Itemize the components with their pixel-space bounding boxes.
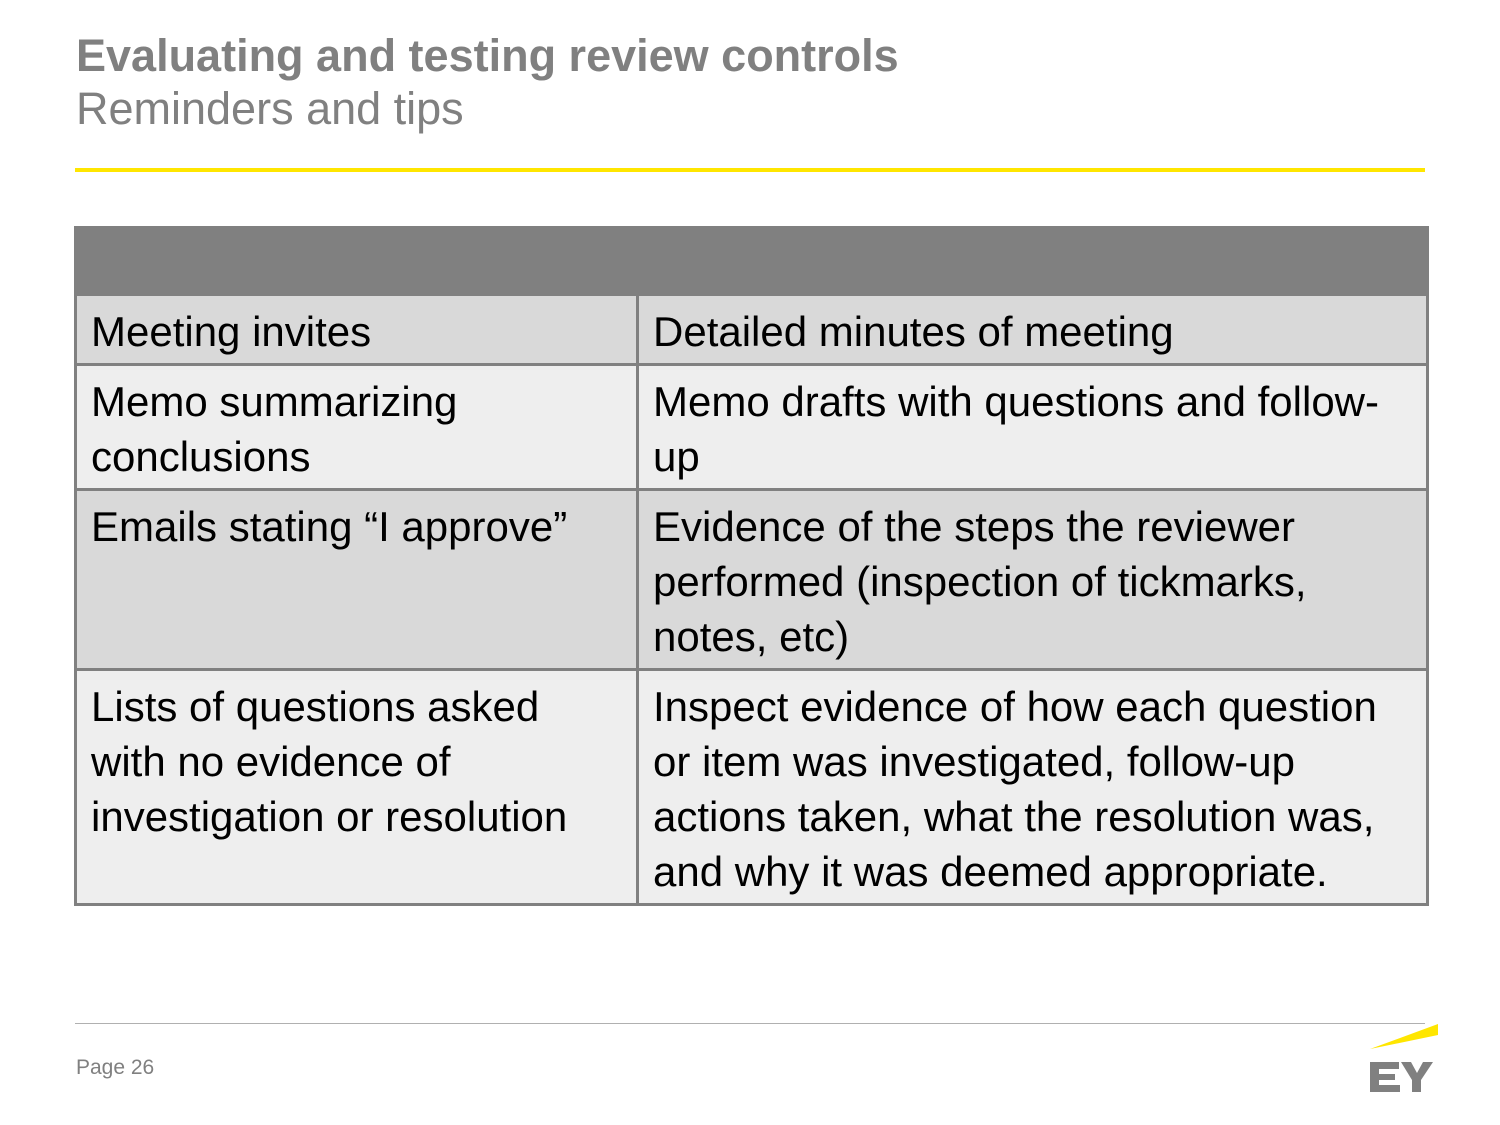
slide-title: Evaluating and testing review controls — [76, 30, 899, 81]
table-cell-left: Lists of questions asked with no evidence of investigation or resolution — [76, 670, 638, 905]
table-cell-right: Inspect evidence of how each question or item was investigated, follow-up actions taken, what the resolution was, and why it was deemed appropriate. — [638, 670, 1428, 905]
page-number: Page 26 — [76, 1056, 155, 1079]
table-cell-left: Memo summarizing conclusions — [76, 365, 638, 490]
ey-logo-icon — [1366, 1022, 1440, 1094]
table-cell-right: Detailed minutes of meeting — [638, 295, 1428, 365]
table-row — [76, 670, 1428, 905]
table-header-cell-left — [76, 228, 638, 295]
table-cell-right: Evidence of the steps the reviewer performed (inspection of tickmarks, notes, etc) — [638, 490, 1428, 670]
title-divider — [75, 168, 1425, 172]
footer-divider — [75, 1023, 1425, 1024]
table-cell-left: Meeting invites — [76, 295, 638, 365]
table-cell-right: Memo drafts with questions and follow-up — [638, 365, 1428, 490]
tips-table — [74, 226, 1429, 906]
table-row — [76, 295, 1428, 365]
table-header-cell-right — [638, 228, 1428, 295]
table-row — [76, 365, 1428, 490]
table-cell-left: Emails stating “I approve” — [76, 490, 638, 670]
table-header-row — [76, 228, 1428, 295]
slide-subtitle: Reminders and tips — [76, 83, 464, 134]
table-row — [76, 490, 1428, 670]
